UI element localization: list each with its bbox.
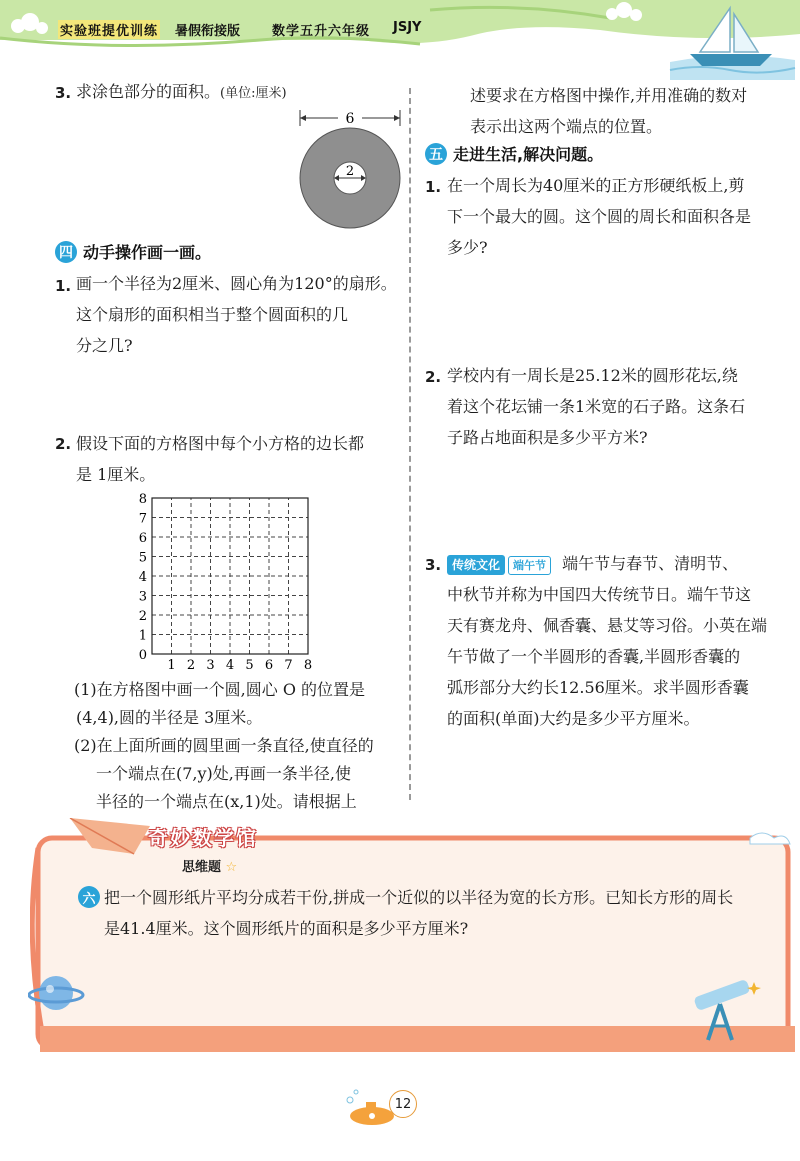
- text-line: (4,4),圆的半径是 3厘米。: [76, 708, 263, 727]
- text-line: 把一个圆形纸片平均分成若干份,拼成一个近似的以半径为宽的长方形。已知长方形的周长: [104, 888, 734, 907]
- text-line: 半径的一个端点在(x,1)处。请根据上: [96, 792, 357, 811]
- outer-diameter-label: 6: [345, 111, 355, 127]
- festival-tag: 端午节: [508, 556, 551, 575]
- text-line: 假设下面的方格图中每个小方格的边长都: [76, 434, 365, 453]
- question-4-2-sub1: [74, 676, 409, 732]
- section-badge: 四: [55, 241, 77, 263]
- series-title: 实验班提优训练: [58, 20, 160, 39]
- text-line: 是 1厘米。: [76, 465, 156, 484]
- text-line: 学校内有一周长是25.12米的圆形花坛,绕: [447, 366, 738, 385]
- y-tick-label: 8: [138, 492, 147, 507]
- x-tick-label: 1: [167, 658, 176, 673]
- y-tick-label: 2: [138, 609, 147, 624]
- question-number: 2.: [425, 368, 442, 386]
- panel-title: 奇妙数学馆: [148, 826, 258, 850]
- section-badge: 六: [78, 886, 100, 908]
- page-header: [0, 0, 800, 80]
- continued-text: [470, 80, 790, 142]
- text-line: 天有赛龙舟、佩香囊、悬艾等习俗。小英在端: [447, 616, 768, 635]
- edition-label: 暑假衔接版: [175, 24, 241, 39]
- telescope-icon: [686, 978, 766, 1048]
- section-5-heading: [425, 142, 603, 165]
- text-line: 子路占地面积是多少平方米?: [447, 428, 648, 447]
- section-badge: 五: [425, 143, 447, 165]
- y-tick-label: 6: [138, 531, 147, 546]
- y-tick-label: 1: [138, 628, 147, 644]
- question-number: 1.: [55, 277, 72, 295]
- origin-label: 0: [138, 648, 147, 663]
- y-tick-label: 5: [138, 550, 147, 566]
- text-line: 分之几?: [76, 336, 133, 355]
- text-line: (2)在上面所画的圆里画一条直径,使直径的: [74, 736, 374, 755]
- question-5-2-text: [447, 360, 792, 453]
- x-tick-label: 5: [245, 658, 254, 673]
- question-3-prompt: 求涂色部分的面积。: [76, 82, 221, 101]
- question-3-text: [76, 76, 287, 109]
- text-line: 是41.4厘米。这个圆形纸片的面积是多少平方厘米?: [104, 919, 469, 938]
- text-line: (1)在方格图中画一个圆,圆心 O 的位置是: [74, 680, 366, 699]
- question-6-text: [104, 882, 784, 944]
- x-tick-label: 8: [303, 658, 313, 673]
- planet-icon: [28, 965, 88, 1020]
- page-number: 12: [389, 1090, 417, 1118]
- panel-subtitle: [182, 856, 237, 875]
- unit-note: (单位:厘米): [220, 86, 287, 101]
- question-number: 3.: [425, 556, 442, 574]
- text-line: 述要求在方格图中操作,并用准确的数对: [470, 86, 748, 105]
- text-line: 着这个花坛铺一条1米宽的石子路。这条石: [447, 397, 746, 416]
- question-4-2-text: [76, 428, 406, 490]
- y-tick-label: 3: [138, 589, 147, 605]
- section-title: 动手操作画一画。: [83, 243, 212, 262]
- ring-figure: [290, 106, 410, 236]
- text-line: 这个扇形的面积相当于整个圆面积的几: [76, 305, 349, 324]
- question-number: 1.: [425, 178, 442, 196]
- y-tick-label: 4: [138, 570, 147, 585]
- text-line: 多少?: [447, 238, 488, 257]
- coordinate-grid: [136, 484, 326, 674]
- text-line: 弧形部分大约长12.56厘米。求半圆形香囊: [447, 678, 749, 697]
- text-line: 画一个半径为2厘米、圆心角为120°的扇形。: [76, 274, 397, 293]
- x-tick-label: 2: [186, 658, 196, 673]
- publisher-code: JSJY: [393, 20, 422, 35]
- text-line: 中秋节并称为中国四大传统节日。端午节这: [447, 585, 752, 604]
- sailboat-icon: [660, 0, 800, 80]
- question-5-1-text: [447, 170, 792, 263]
- text-line: 表示出这两个端点的位置。: [470, 117, 663, 136]
- text-line: 在一个周长为40厘米的正方形硬纸板上,剪: [447, 176, 745, 195]
- text-line: 一个端点在(7,y)处,再画一条半径,使: [96, 764, 351, 783]
- text-line: 端午节与春节、清明节、: [562, 554, 739, 573]
- question-number: 2.: [55, 435, 72, 453]
- star-icon: ☆: [225, 860, 238, 875]
- x-tick-label: 3: [206, 658, 215, 673]
- grade-label: 数学五升六年级: [272, 24, 371, 39]
- x-tick-label: 6: [264, 658, 274, 673]
- question-4-1-text: [76, 268, 406, 361]
- question-5-3-text: [447, 548, 792, 734]
- section-title: 走进生活,解决问题。: [453, 145, 604, 164]
- section-4-heading: [55, 240, 211, 263]
- text-line: 下一个最大的圆。这个圆的周长和面积各是: [447, 207, 752, 226]
- text-line: 午节做了一个半圆形的香囊,半圆形香囊的: [447, 647, 741, 666]
- culture-tag: 传统文化: [447, 555, 505, 575]
- inner-diameter-label: 2: [345, 164, 355, 179]
- text-line: [447, 548, 792, 579]
- x-tick-label: 7: [284, 658, 293, 673]
- question-4-2-sub2: [74, 732, 409, 816]
- text-line: 的面积(单面)大约是多少平方厘米。: [447, 709, 700, 728]
- y-tick-label: 7: [138, 511, 147, 527]
- subtitle-text: 思维题: [182, 860, 222, 875]
- submarine-icon: [342, 1078, 432, 1128]
- x-tick-label: 4: [225, 658, 235, 673]
- question-number: 3.: [55, 84, 72, 102]
